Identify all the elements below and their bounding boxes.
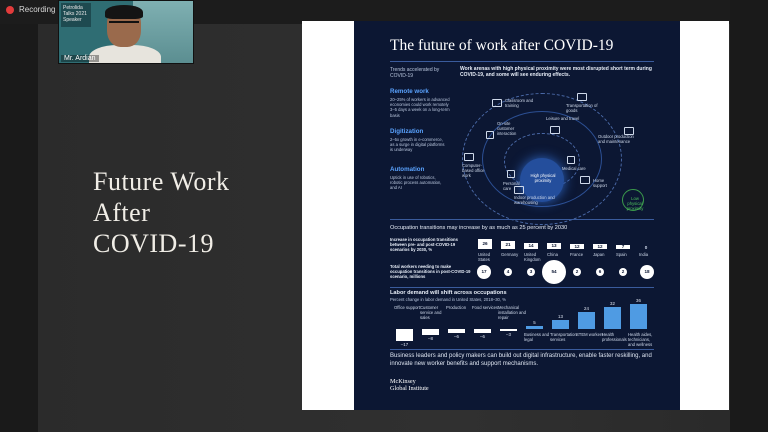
labor-bar [552,320,569,329]
country-workers: 3 [527,268,535,276]
divider [390,61,654,62]
speaker-video-tile[interactable] [58,0,194,64]
footer-text: Business leaders and policy makers can build out digital infrastructure, enable faster reskilling, and innovate new worker benefits and support mechanisms. [390,353,652,367]
low-proximity-label: Low physical proximity [626,196,644,211]
country-name: India [639,252,649,257]
slide-title [93,166,230,259]
labor-bar-value: –3 [506,332,511,338]
arena-label: Transportation of goods [566,103,598,113]
labor-bar [500,329,517,331]
labor-bar [604,307,621,329]
labor-bar-label: Food services [472,305,499,310]
computer-icon [464,153,474,161]
trends-intro: Trends accelerated by COVID-19 [390,67,440,79]
labor-bar-label: Mechanical installation and repair [498,305,526,320]
mckinsey-logo [390,379,429,393]
country-name: Spain [616,252,627,257]
arena-label: Personal care [503,181,520,191]
labor-bar-value: 5 [533,319,536,325]
country-workers: 6 [596,268,604,276]
transitions-heading: Occupation transitions may increase by as much as 25 percent by 2030 [390,225,568,231]
labor-bar-label: STEM workers [576,332,604,337]
infographic [354,21,680,410]
arena-label: Computer-based office work [462,163,485,178]
labor-subheading: Percent change in labor demand in United States, 2018–30, % [390,297,506,302]
arena-label: Leisure and travel [546,116,580,121]
country-name: China [547,252,558,257]
arena-label: On-site customer interaction [497,121,517,136]
recording-label: Recording [19,5,56,14]
slide-title-line: COVID-19 [93,229,214,258]
divider [390,349,654,350]
country-workers: 17 [477,265,491,279]
labor-bar [526,326,543,330]
divider [390,219,654,220]
country-workers: 2 [619,268,627,276]
country-increase: 26 [478,239,492,249]
labor-bar [448,329,465,333]
record-icon [6,6,14,14]
labor-bar-label: Customer service and sales [420,305,442,320]
labor-bar [630,304,647,329]
divider [390,287,654,288]
slide-title-line: Future Work [93,167,230,196]
personal-care-icon [507,170,515,178]
classroom-icon [492,99,502,107]
right-margin [730,0,768,432]
labor-bar [422,329,439,335]
arena-label: Indoor production and warehousing [514,195,555,205]
participant-name: Mr. Ardian [61,55,99,62]
speaker-glasses [109,21,139,27]
labor-bar-value: 36 [636,297,641,303]
high-proximity-label: High physical proximity [530,173,556,183]
arena-label: Classroom and training [505,98,534,108]
event-badge: Petrolida Talks 2021 Speaker [61,3,91,27]
country-name: France [570,252,584,257]
labor-bar-label: Health professionals [602,332,627,342]
country-workers: 18 [640,265,654,279]
medical-icon [567,156,575,164]
labor-bar-value: –17 [400,341,409,347]
labor-heading: Labor demand will shift across occupations [390,290,507,296]
country-increase: 14 [524,243,538,249]
logo-line: McKinsey [390,378,416,385]
country-increase: 12 [593,244,607,249]
warehouse-icon [514,186,524,194]
labor-bar-value: 32 [610,300,615,306]
country-increase: 21 [501,241,515,249]
country-workers: 54 [542,260,566,284]
arena-label: Medical care [562,166,586,171]
trend-text: 20–25% of workers in advanced economies could work remotely 3–5 days a week on a long-term basis [390,97,450,118]
trend-heading: Remote work [390,88,429,95]
arena-label: Home support [593,178,607,188]
country-name: Japan [593,252,605,257]
labor-bar-label: Office support [394,305,420,310]
trend-text: Uptick in use of robotics, robotic process automation, and AI [390,175,442,191]
country-name: United Kingdom [524,252,541,262]
speaker-shirt [89,45,161,64]
labor-bar-label: Health aides, technicians, and wellness [628,332,653,347]
workers-label: Total workers needing to make occupation transitions in post-COVID-19 scenario, millions [390,264,471,280]
labor-bar-label: Business and legal [524,332,550,342]
customer-icon [486,131,494,139]
labor-bar [474,329,491,333]
labor-bar-value: 24 [584,306,589,312]
country-name: United States [478,252,491,262]
trend-text: 2–5x growth in e-commerce, as a surge in digital platforms is underway [390,137,445,153]
arenas-intro: Work arenas with high physical proximity were most disrupted short term during COVID-19, and some will see enduring effects. [460,66,652,78]
labor-bar-label: Production [446,305,467,310]
labor-bar-label: Transportation services [550,332,577,342]
country-increase: 12 [570,244,584,249]
labor-bar [396,329,413,341]
home-icon [580,176,590,184]
country-increase: 7 [616,245,630,249]
labor-bar [578,312,595,329]
trend-heading: Digitization [390,128,424,135]
recording-indicator [6,5,55,14]
speaker-hair [105,5,143,19]
increase-label: Increase in occupation transitions between pre- and post-COVID-19 scenarios by 2030, % [390,237,458,253]
country-increase: 13 [547,243,561,249]
labor-bar-value: 13 [558,313,563,319]
labor-bar-value: –6 [480,334,485,340]
country-workers: 2 [573,268,581,276]
country-increase: 0 [644,245,648,250]
arena-label: Outdoor production and maintenance [598,134,634,144]
slide-title-line: After [93,198,151,227]
travel-icon [550,126,560,134]
country-workers: 4 [504,268,512,276]
truck-icon [577,93,587,101]
infographic-title: The future of work after COVID-19 [390,37,614,54]
country-name: Germany [501,252,519,257]
labor-bar-value: –8 [428,335,433,341]
trend-heading: Automation [390,166,425,173]
logo-line: Global Institute [390,384,429,392]
labor-bar-value: –6 [454,334,459,340]
